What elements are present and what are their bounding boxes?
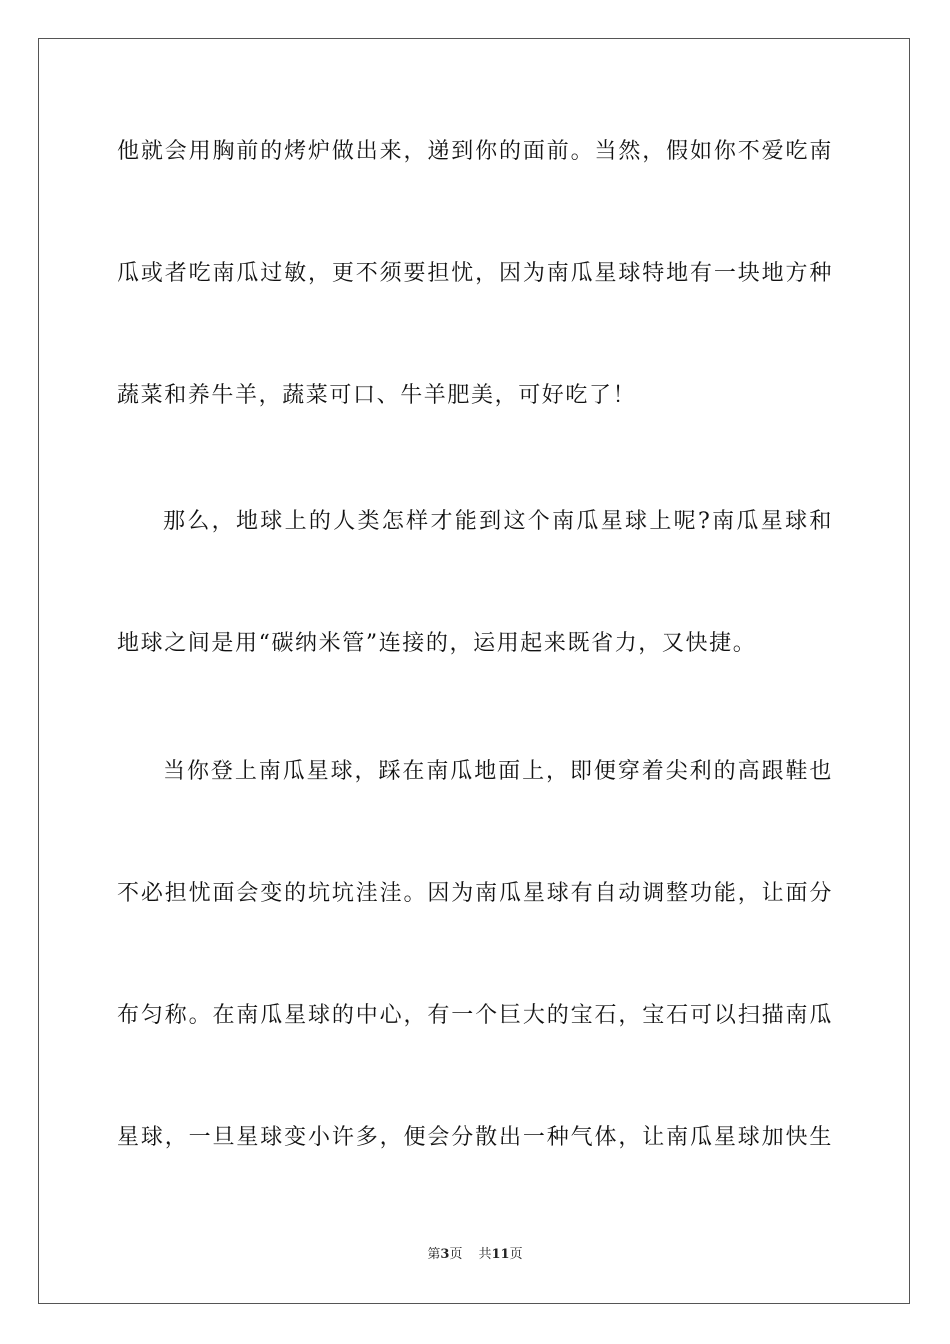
page-footer <box>0 1246 950 1264</box>
page-prefix: 第 <box>427 1247 441 1262</box>
paragraph-line-3: 蔬菜和养牛羊，蔬菜可口、牛羊肥美，可好吃了！ <box>117 383 637 408</box>
current-page-number: 3 <box>440 1247 450 1262</box>
paragraph-line-9: 星球，一旦星球变小许多，便会分散出一种气体，让南瓜星球加快生 <box>117 1125 833 1150</box>
total-prefix: 共 <box>478 1247 492 1262</box>
paragraph-line-7: 不必担忧面会变的坑坑洼洼。因为南瓜星球有自动调整功能，让面分 <box>117 881 833 906</box>
paragraph-line-8: 布匀称。在南瓜星球的中心，有一个巨大的宝石，宝石可以扫描南瓜 <box>117 1003 833 1028</box>
page-suffix: 页 <box>449 1247 463 1262</box>
paragraph-line-2: 瓜或者吃南瓜过敏，更不须要担忧，因为南瓜星球特地有一块地方种 <box>117 261 833 286</box>
paragraph-line-6: 当你登上南瓜星球，踩在南瓜地面上，即便穿着尖利的高跟鞋也 <box>163 759 833 784</box>
total-suffix: 页 <box>509 1247 523 1262</box>
page-border <box>38 38 910 1304</box>
paragraph-line-1: 他就会用胸前的烤炉做出来，递到你的面前。当然，假如你不爱吃南 <box>117 139 833 164</box>
total-pages-number: 11 <box>491 1247 510 1262</box>
paragraph-line-4: 那么，地球上的人类怎样才能到这个南瓜星球上呢?南瓜星球和 <box>163 509 833 534</box>
paragraph-line-5: 地球之间是用“碳纳米管”连接的，运用起来既省力，又快捷。 <box>117 631 757 656</box>
